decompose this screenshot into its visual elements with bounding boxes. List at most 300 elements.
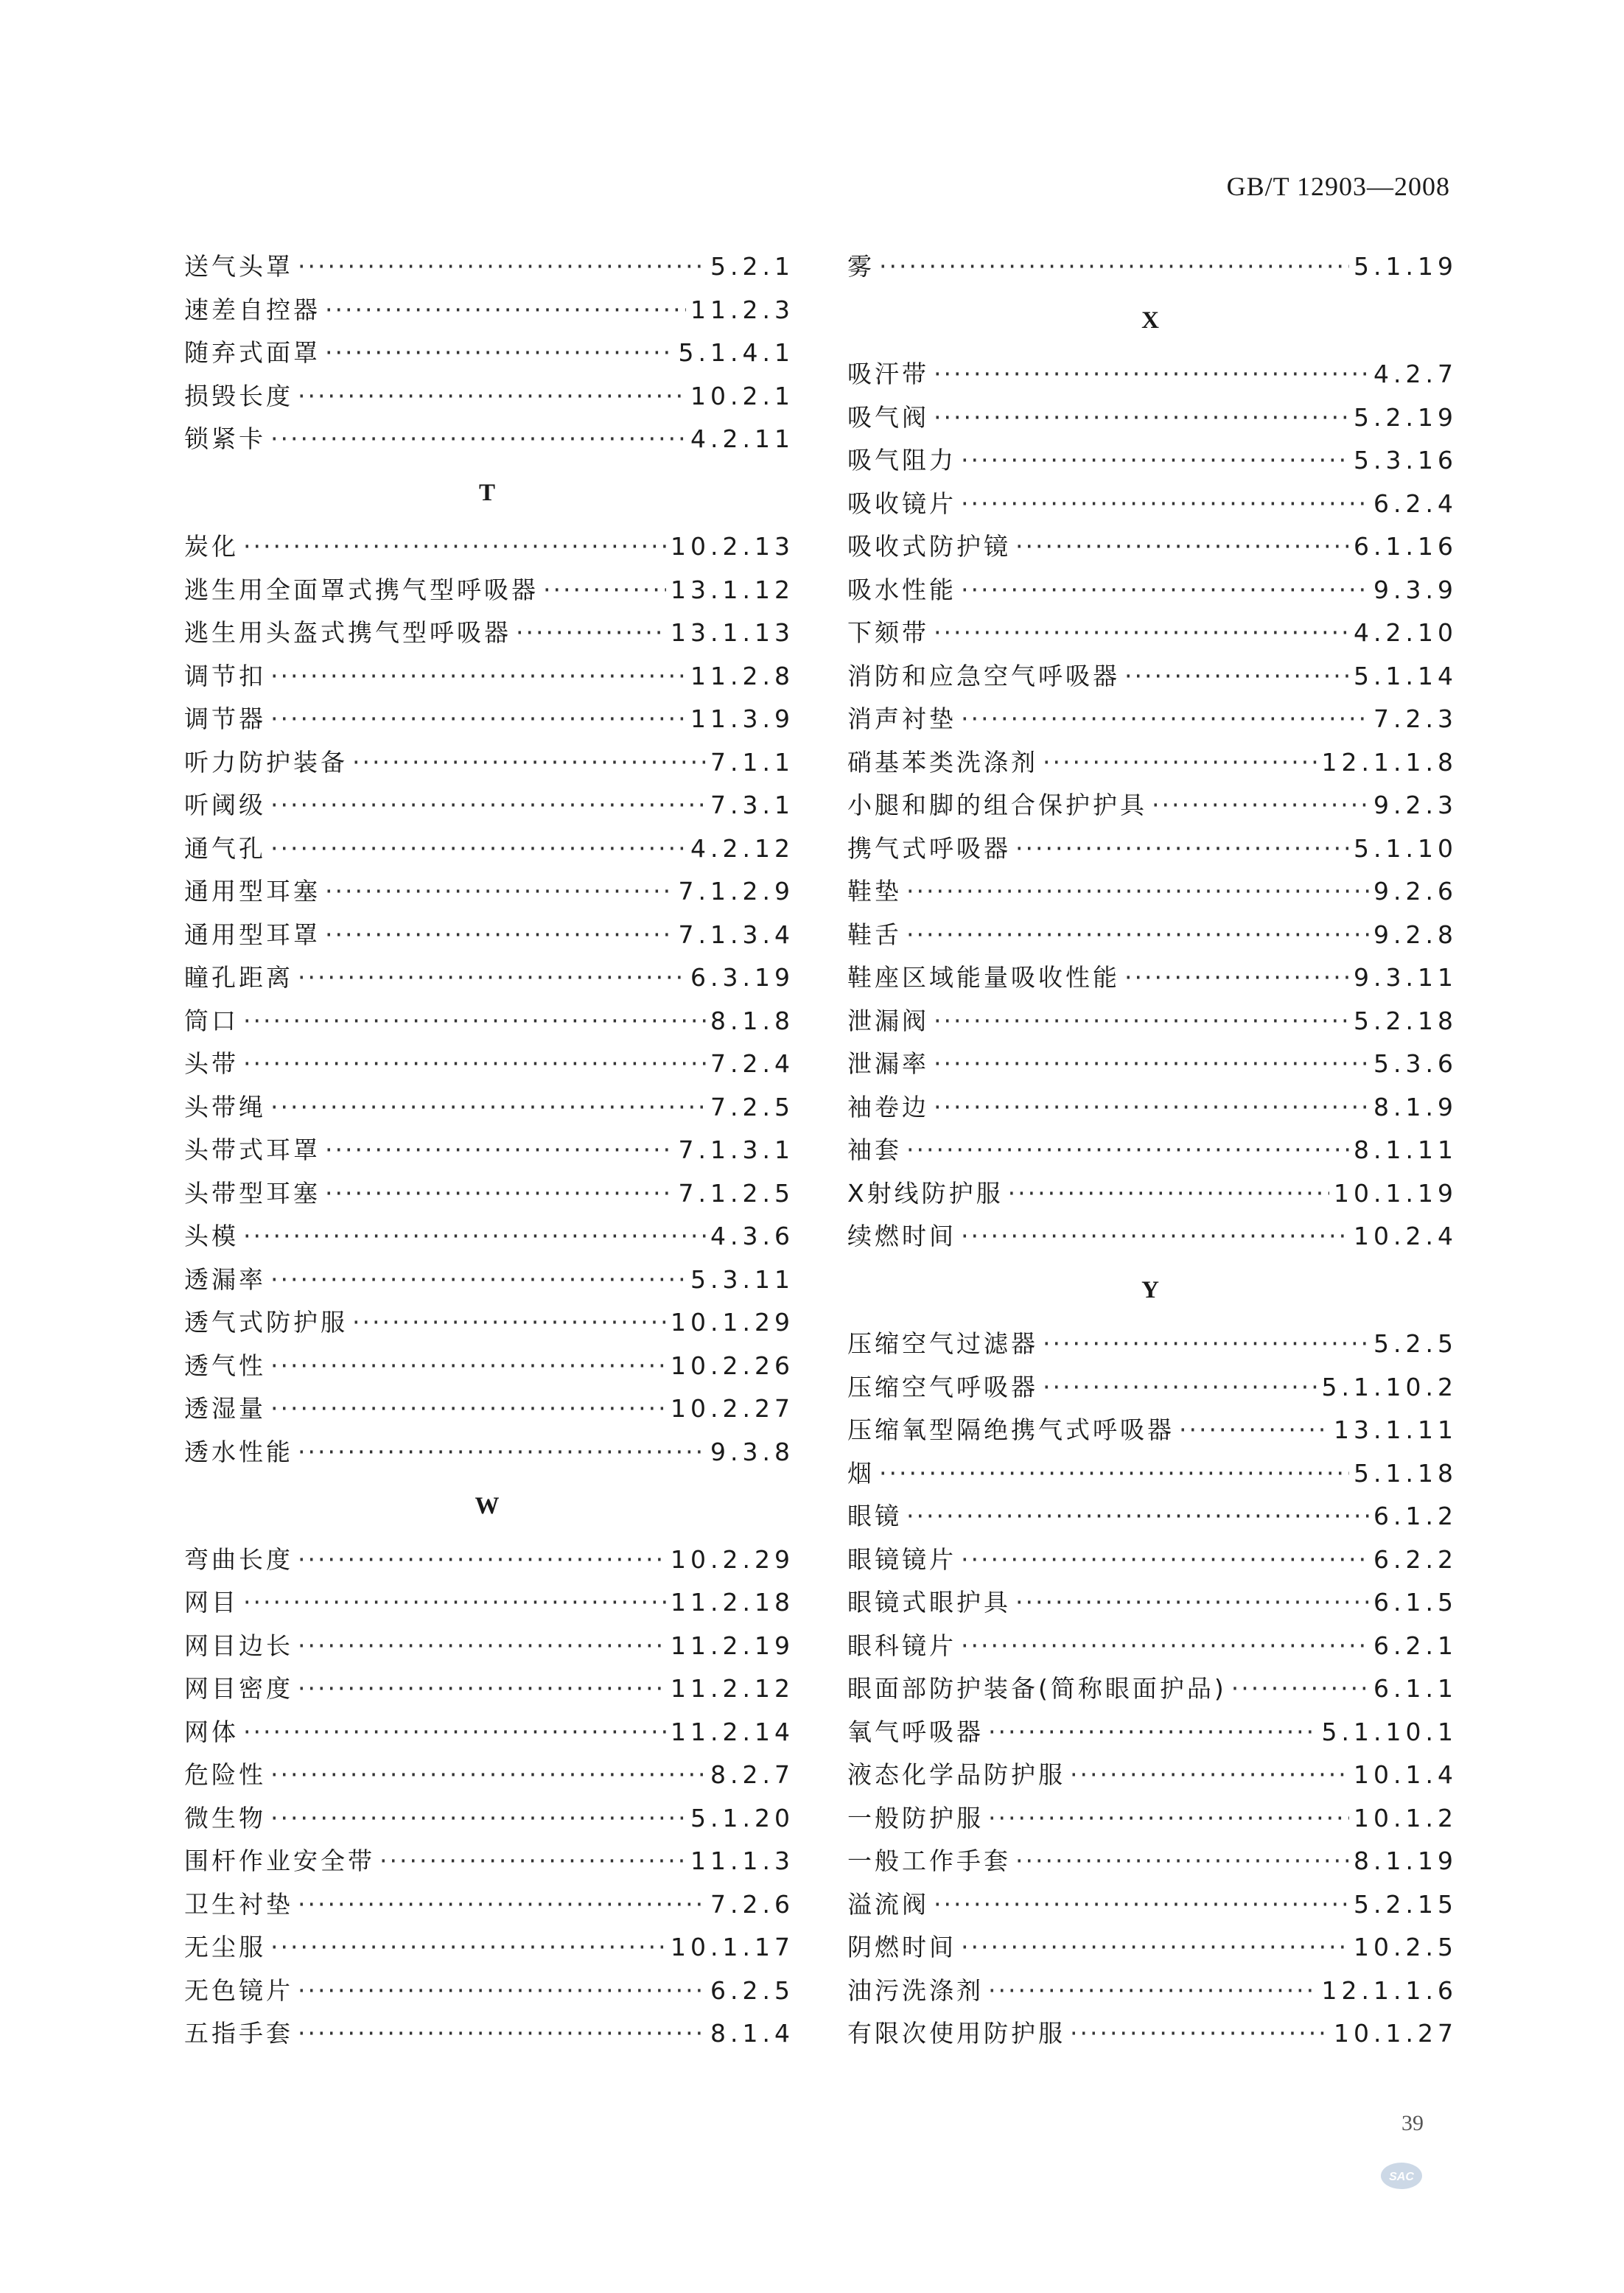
dot-leader [934, 1000, 1349, 1043]
entry-term: 袖卷边 [847, 1092, 929, 1121]
entry-term: 下颏带 [847, 618, 929, 647]
entry-clause-number: 7.1.2.9 [678, 877, 794, 906]
dot-leader [243, 525, 666, 569]
index-entry [847, 1215, 1457, 1258]
entry-clause-number: 10.1.4 [1354, 1760, 1457, 1789]
entry-term: 吸汗带 [847, 360, 929, 388]
entry-term: 听阈级 [184, 791, 266, 819]
index-entry [184, 1129, 794, 1172]
entry-term: 头带 [184, 1049, 239, 1078]
dot-leader [243, 1581, 666, 1625]
dot-leader [906, 1129, 1349, 1172]
index-entry [184, 569, 794, 612]
dot-leader [352, 741, 706, 785]
dot-leader [298, 1431, 706, 1474]
entry-term: 泄漏率 [847, 1049, 929, 1078]
standard-code: GB/T 12903—2008 [1226, 172, 1450, 201]
dot-leader [961, 698, 1369, 741]
dot-leader [270, 698, 686, 741]
entry-clause-number: 9.3.8 [710, 1437, 794, 1466]
index-entry [847, 1000, 1457, 1043]
index-entry [847, 525, 1457, 569]
entry-clause-number: 7.2.5 [710, 1092, 794, 1121]
dot-leader [988, 1711, 1317, 1754]
entry-clause-number: 10.1.27 [1334, 2019, 1457, 2048]
entry-clause-number: 5.1.14 [1354, 661, 1457, 690]
entry-term: 鞋座区域能量吸收性能 [847, 963, 1120, 992]
dot-leader [1179, 1409, 1329, 1452]
entry-clause-number: 5.3.16 [1354, 446, 1457, 475]
entry-term: 网目边长 [184, 1631, 293, 1660]
dot-leader [1015, 1840, 1349, 1883]
entry-term: 阴燃时间 [847, 1933, 956, 1961]
entry-term: 一般防护服 [847, 1803, 984, 1832]
index-entry [847, 1129, 1457, 1172]
dot-leader [906, 1495, 1369, 1538]
dot-leader [1015, 1581, 1369, 1625]
entry-term: 眼镜 [847, 1502, 902, 1530]
index-entry [184, 1625, 794, 1668]
index-entry [184, 1926, 794, 1970]
entry-term: 通气孔 [184, 833, 266, 863]
entry-term: 吸收镜片 [847, 489, 956, 518]
entry-clause-number: 6.3.19 [690, 963, 794, 992]
entry-clause-number: 11.2.3 [690, 295, 794, 324]
index-entry [184, 1000, 794, 1043]
entry-term: 氧气呼吸器 [847, 1717, 984, 1746]
entry-term: 速差自控器 [184, 295, 321, 324]
entry-clause-number: 4.2.11 [690, 424, 794, 453]
entry-clause-number: 10.1.19 [1334, 1178, 1457, 1208]
entry-clause-number: 6.2.4 [1373, 489, 1457, 518]
index-entry [184, 612, 794, 655]
index-entry [184, 1797, 794, 1841]
entry-clause-number: 11.2.8 [690, 661, 794, 690]
dot-leader [270, 1086, 706, 1130]
index-entry [184, 375, 794, 419]
entry-clause-number: 8.1.11 [1354, 1135, 1457, 1164]
entry-term: 透气式防护服 [184, 1308, 348, 1337]
entry-term: 眼镜镜片 [847, 1544, 956, 1574]
index-entry [184, 1345, 794, 1388]
entry-term: 危险性 [184, 1760, 266, 1789]
entry-term: 压缩空气呼吸器 [847, 1372, 1038, 1401]
dot-leader [1231, 1667, 1369, 1711]
entry-clause-number: 13.1.13 [671, 618, 794, 647]
dot-leader [298, 1883, 706, 1927]
dot-leader [298, 245, 706, 289]
svg-text:SAC: SAC [1389, 2171, 1414, 2183]
index-entry [847, 1452, 1457, 1496]
entry-clause-number: 6.1.5 [1373, 1588, 1457, 1617]
entry-term: 鞋垫 [847, 877, 902, 906]
entry-clause-number: 6.1.16 [1354, 532, 1457, 561]
entry-term: 液态化学品防护服 [847, 1760, 1065, 1789]
entry-term: 泄漏阀 [847, 1006, 929, 1035]
index-entry [847, 1625, 1457, 1668]
entry-clause-number: 6.1.2 [1373, 1502, 1457, 1530]
index-entry [847, 1538, 1457, 1582]
entry-clause-number: 10.1.29 [671, 1308, 794, 1337]
dot-leader [934, 1883, 1349, 1927]
entry-term: 网体 [184, 1717, 239, 1746]
index-entry [184, 289, 794, 332]
entry-clause-number: 7.2.6 [710, 1889, 794, 1919]
dot-leader [934, 353, 1369, 396]
index-entry [847, 1409, 1457, 1452]
dot-leader [325, 1172, 674, 1216]
index-entry [847, 396, 1457, 440]
entry-clause-number: 9.3.11 [1354, 963, 1457, 992]
entry-clause-number: 5.1.10.1 [1321, 1717, 1457, 1746]
index-entry [847, 1495, 1457, 1538]
dot-leader [270, 418, 686, 461]
dot-leader [352, 1301, 666, 1345]
index-entry [184, 1301, 794, 1345]
entry-clause-number: 5.3.6 [1373, 1049, 1457, 1078]
dot-leader [270, 1754, 706, 1797]
entry-term: 携气式呼吸器 [847, 833, 1011, 863]
entry-clause-number: 7.2.4 [710, 1049, 794, 1078]
dot-leader [325, 1129, 674, 1172]
entry-clause-number: 13.1.11 [1334, 1415, 1457, 1444]
dot-leader [961, 569, 1369, 612]
entry-term: 卫生衬垫 [184, 1889, 293, 1919]
entry-clause-number: 4.2.12 [690, 833, 794, 863]
dot-leader [961, 1538, 1369, 1582]
entry-clause-number: 6.2.2 [1373, 1544, 1457, 1574]
entry-term: 溢流阀 [847, 1889, 929, 1919]
dot-leader [325, 914, 674, 957]
entry-clause-number: 6.2.1 [1373, 1631, 1457, 1660]
index-entry [847, 956, 1457, 1000]
dot-leader [934, 1043, 1369, 1086]
entry-clause-number: 10.2.4 [1354, 1222, 1457, 1250]
dot-leader [961, 1625, 1369, 1668]
dot-leader [1152, 784, 1369, 827]
dot-leader [906, 914, 1369, 957]
entry-term: 逃生用全面罩式携气型呼吸器 [184, 575, 539, 604]
index-entry [184, 956, 794, 1000]
dot-leader [243, 1000, 706, 1043]
index-entry [184, 1970, 794, 2013]
entry-term: 雾 [847, 252, 875, 281]
dot-leader [988, 1797, 1349, 1841]
entry-clause-number: 9.2.3 [1373, 791, 1457, 819]
entry-clause-number: 6.2.5 [710, 1975, 794, 2005]
entry-term: 烟 [847, 1458, 875, 1488]
index-entry [184, 870, 794, 914]
entry-clause-number: 11.2.19 [671, 1631, 794, 1660]
dot-leader [270, 1345, 666, 1388]
entry-clause-number: 10.2.13 [671, 532, 794, 561]
index-entry [847, 2012, 1457, 2056]
entry-clause-number: 8.1.8 [710, 1006, 794, 1035]
index-entry [184, 1086, 794, 1130]
entry-clause-number: 5.1.18 [1354, 1458, 1457, 1488]
entry-clause-number: 5.2.19 [1354, 402, 1457, 432]
entry-clause-number: 11.2.12 [671, 1674, 794, 1703]
dot-leader [298, 956, 686, 1000]
dot-leader [270, 1387, 666, 1431]
dot-leader [270, 1926, 666, 1970]
dot-leader [270, 1797, 686, 1841]
index-entry [184, 914, 794, 957]
index-entry [184, 1667, 794, 1711]
entry-term: 送气头罩 [184, 252, 293, 281]
entry-clause-number: 7.1.2.5 [678, 1178, 794, 1208]
index-entry [847, 1581, 1457, 1625]
entry-clause-number: 10.1.2 [1354, 1803, 1457, 1832]
index-entry [184, 741, 794, 785]
index-entry [847, 1883, 1457, 1927]
index-entry [847, 245, 1457, 289]
index-entry [184, 1431, 794, 1474]
index-entry [847, 1754, 1457, 1797]
sac-logo [1379, 2160, 1424, 2191]
entry-term: 透漏率 [184, 1264, 266, 1294]
entry-term: 有限次使用防护服 [847, 2019, 1065, 2048]
dot-leader [1070, 2012, 1329, 2056]
dot-leader [298, 2012, 706, 2056]
entry-term: 通用型耳罩 [184, 920, 321, 949]
dot-leader [325, 870, 674, 914]
index-entry [184, 1215, 794, 1258]
dot-leader [270, 655, 686, 699]
entry-term: 压缩氧型隔绝携气式呼吸器 [847, 1415, 1175, 1444]
page-number: 39 [1401, 2111, 1424, 2135]
entry-clause-number: 11.2.18 [671, 1588, 794, 1617]
entry-term: 小腿和脚的组合保护护具 [847, 791, 1147, 819]
dot-leader [270, 827, 686, 871]
entry-clause-number: 5.1.4.1 [678, 338, 794, 367]
dot-leader [270, 1258, 686, 1302]
entry-clause-number: 7.1.1 [710, 747, 794, 777]
entry-term: 吸水性能 [847, 575, 956, 604]
index-entry [184, 1538, 794, 1582]
index-entry [847, 827, 1457, 871]
index-entry [847, 1086, 1457, 1130]
index-entry [847, 1797, 1457, 1841]
index-entry [847, 1667, 1457, 1711]
entry-term: 随弃式面罩 [184, 338, 321, 367]
entry-term: 压缩空气过滤器 [847, 1329, 1038, 1358]
entry-term: 消声衬垫 [847, 704, 956, 733]
entry-term: 鞋舌 [847, 920, 902, 949]
entry-clause-number: 6.1.1 [1373, 1674, 1457, 1703]
dot-leader [243, 1711, 666, 1754]
dot-leader [379, 1840, 686, 1883]
index-entry [847, 439, 1457, 483]
entry-term: X射线防护服 [847, 1178, 1004, 1208]
dot-leader [270, 784, 706, 827]
entry-clause-number: 4.2.10 [1354, 618, 1457, 647]
index-entry [184, 1258, 794, 1302]
dot-leader [879, 1452, 1349, 1496]
entry-term: 透水性能 [184, 1437, 293, 1466]
entry-clause-number: 10.2.5 [1354, 1933, 1457, 1961]
entry-clause-number: 10.2.26 [671, 1351, 794, 1380]
index-entry [847, 1043, 1457, 1086]
entry-term: 瞳孔距离 [184, 963, 293, 992]
index-entry [184, 784, 794, 827]
dot-leader [961, 439, 1349, 483]
section-letter: Y [1141, 1277, 1159, 1303]
entry-clause-number: 9.2.6 [1373, 877, 1457, 906]
entry-term: 筒口 [184, 1006, 239, 1035]
index-entry [847, 1323, 1457, 1366]
index-entry [847, 914, 1457, 957]
entry-term: 炭化 [184, 532, 239, 561]
entry-clause-number: 12.1.1.6 [1321, 1975, 1457, 2005]
dot-leader [298, 1667, 666, 1711]
entry-term: 调节器 [184, 704, 266, 733]
index-entry [184, 2012, 794, 2056]
dot-leader [934, 396, 1349, 440]
index-entry [184, 655, 794, 699]
index-entry [847, 1711, 1457, 1754]
entry-term: 弯曲长度 [184, 1544, 293, 1574]
entry-clause-number: 7.1.3.4 [678, 920, 794, 949]
dot-leader [243, 1215, 706, 1258]
entry-clause-number: 9.2.8 [1373, 920, 1457, 949]
entry-clause-number: 7.3.1 [710, 791, 794, 819]
entry-term: 透气性 [184, 1351, 266, 1380]
index-entry [847, 1840, 1457, 1883]
entry-clause-number: 13.1.12 [671, 575, 794, 604]
index-entry [847, 741, 1457, 785]
entry-term: 围杆作业安全带 [184, 1846, 375, 1875]
entry-term: 消防和应急空气呼吸器 [847, 661, 1120, 690]
index-entry [847, 612, 1457, 655]
index-entry [184, 525, 794, 569]
index-entry [184, 1581, 794, 1625]
entry-clause-number: 5.1.20 [690, 1803, 794, 1832]
dot-leader [298, 1970, 706, 2013]
dot-leader [1124, 655, 1349, 699]
section-letter: W [475, 1492, 500, 1519]
dot-leader [1015, 525, 1349, 569]
entry-term: 吸气阻力 [847, 446, 956, 475]
entry-clause-number: 8.1.4 [710, 2019, 794, 2048]
index-entry [847, 655, 1457, 699]
entry-clause-number: 8.1.9 [1373, 1092, 1457, 1121]
entry-term: 透湿量 [184, 1394, 266, 1423]
entry-term: 吸气阀 [847, 402, 929, 432]
entry-term: 听力防护装备 [184, 747, 348, 777]
dot-leader [934, 612, 1349, 655]
entry-clause-number: 10.2.27 [671, 1394, 794, 1423]
dot-leader [961, 1215, 1349, 1258]
entry-term: 吸收式防护镜 [847, 532, 1011, 561]
entry-clause-number: 5.2.18 [1354, 1006, 1457, 1035]
dot-leader [1043, 1323, 1369, 1366]
entry-clause-number: 10.1.17 [671, 1933, 794, 1961]
index-entry [184, 418, 794, 461]
entry-term: 头带式耳罩 [184, 1135, 321, 1164]
entry-clause-number: 5.2.1 [710, 252, 794, 281]
index-column-right [847, 245, 1457, 2056]
entry-term: 续燃时间 [847, 1222, 956, 1250]
entry-term: 逃生用头盔式携气型呼吸器 [184, 618, 511, 647]
entry-clause-number: 8.2.7 [710, 1760, 794, 1789]
entry-term: 油污洗涤剂 [847, 1975, 984, 2005]
entry-clause-number: 5.1.10.2 [1321, 1372, 1457, 1401]
index-entry [184, 245, 794, 289]
entry-clause-number: 5.2.15 [1354, 1889, 1457, 1919]
dot-leader [1124, 956, 1349, 1000]
dot-leader [1070, 1754, 1349, 1797]
index-entry [184, 1883, 794, 1927]
index-entry [184, 827, 794, 871]
dot-leader [543, 569, 666, 612]
entry-clause-number: 5.2.5 [1373, 1329, 1457, 1358]
dot-leader [961, 483, 1369, 526]
index-entry [847, 353, 1457, 396]
dot-leader [961, 1926, 1349, 1970]
section-letter: X [1141, 307, 1159, 334]
index-entry [184, 1387, 794, 1431]
entry-term: 五指手套 [184, 2019, 293, 2048]
dot-leader [325, 289, 686, 332]
index-entry [847, 1926, 1457, 1970]
entry-clause-number: 9.3.9 [1373, 575, 1457, 604]
dot-leader [298, 375, 686, 419]
entry-clause-number: 7.2.3 [1373, 704, 1457, 733]
dot-leader [243, 1043, 706, 1086]
entry-clause-number: 7.1.3.1 [678, 1135, 794, 1164]
entry-clause-number: 12.1.1.8 [1321, 747, 1457, 777]
index-column-left [184, 245, 794, 2056]
index-entry [847, 483, 1457, 526]
index-entry [184, 1172, 794, 1216]
index-entry [184, 1711, 794, 1754]
index-entry [184, 1043, 794, 1086]
dot-leader [1015, 827, 1349, 871]
entry-clause-number: 11.1.3 [690, 1846, 794, 1875]
entry-clause-number: 4.2.7 [1373, 360, 1457, 388]
index-entry [847, 569, 1457, 612]
entry-term: 网目 [184, 1588, 239, 1617]
entry-clause-number: 5.1.10 [1354, 833, 1457, 863]
index-entry [184, 1840, 794, 1883]
index-entry [847, 698, 1457, 741]
entry-term: 锁紧卡 [184, 424, 266, 453]
entry-term: 硝基苯类洗涤剂 [847, 747, 1038, 777]
entry-term: 头模 [184, 1222, 239, 1250]
dot-leader [1043, 1366, 1317, 1410]
index-entry [847, 1172, 1457, 1216]
entry-term: 微生物 [184, 1803, 266, 1832]
index-entry [847, 784, 1457, 827]
dot-leader [879, 245, 1349, 289]
entry-term: 一般工作手套 [847, 1846, 1011, 1875]
dot-leader [1043, 741, 1317, 785]
index-entry [847, 1970, 1457, 2013]
index-entry [184, 332, 794, 375]
entry-term: 眼镜式眼护具 [847, 1588, 1011, 1617]
entry-clause-number: 4.3.6 [710, 1222, 794, 1250]
entry-clause-number: 11.2.14 [671, 1717, 794, 1746]
entry-term: 调节扣 [184, 661, 266, 690]
dot-leader [934, 1086, 1369, 1130]
dot-leader [298, 1538, 666, 1582]
dot-leader [906, 870, 1369, 914]
entry-term: 通用型耳塞 [184, 877, 321, 906]
entry-clause-number: 10.2.29 [671, 1544, 794, 1574]
entry-term: 网目密度 [184, 1674, 293, 1703]
entry-term: 眼科镜片 [847, 1631, 956, 1660]
